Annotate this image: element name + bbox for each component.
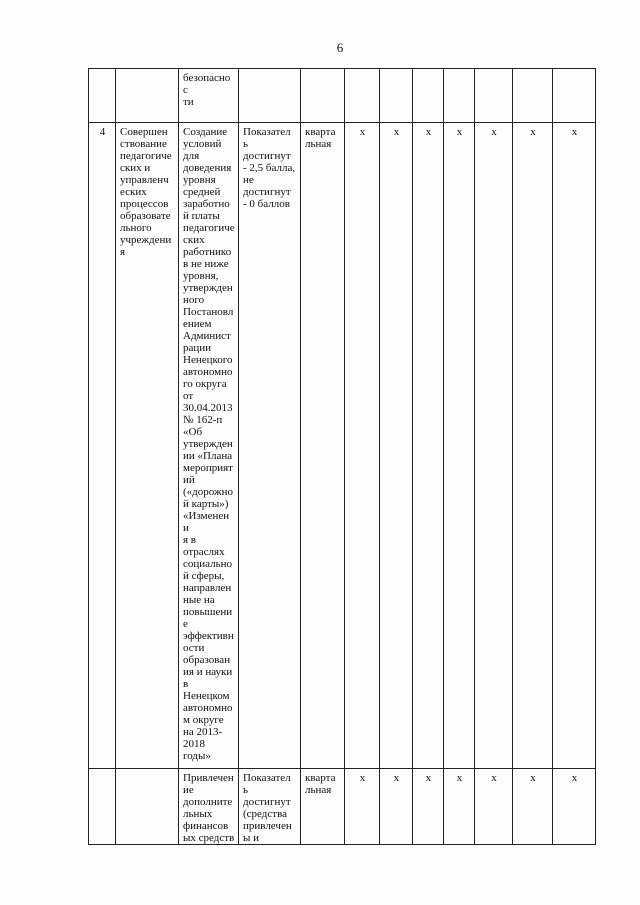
mark-cell (413, 69, 444, 123)
mark-cell: x (475, 123, 513, 769)
mark-cell (345, 69, 380, 123)
row-number-cell (89, 769, 116, 845)
mark-cell: x (380, 123, 413, 769)
mark-cell: x (380, 769, 413, 845)
mark-cell: x (444, 123, 475, 769)
mark-cell: x (513, 123, 553, 769)
mark-cell: x (413, 769, 444, 845)
mark-cell: x (345, 769, 380, 845)
periodicity-cell (301, 69, 345, 123)
mark-cell: x (553, 123, 596, 769)
mark-cell: x (513, 769, 553, 845)
measure-cell: Создание условий для доведения уровня средней заработно й платы педагогиче ских работнико в не ниже уровня, утвержден ного Постановл ением Админист рации Ненецкого автономно го округа от 30.04.2013 № 162-п «Об утвержден ии «Плана мероприят ий («дорожно й карты») «Изменени я в отраслях социально й сферы, направлен ные на повышени е эффективн ости образован ия и науки в Ненецком автономно м округе на 2013- 2018 годы» (179, 123, 239, 769)
periodicity-cell: кварта льная (301, 123, 345, 769)
periodicity-cell: кварта льная (301, 769, 345, 845)
measure-cell: Привлечен ие дополните льных финансов ых средств (179, 769, 239, 845)
mark-cell (475, 69, 513, 123)
indicator-cell: Показател ь достигнут - 2,5 балла, не достигнут - 0 баллов (239, 123, 301, 769)
mark-cell (444, 69, 475, 123)
indicator-cell (239, 69, 301, 123)
row-number-cell: 4 (89, 123, 116, 769)
criteria-table (88, 68, 596, 845)
table-row (89, 69, 596, 123)
row-number-cell (89, 69, 116, 123)
task-cell (116, 769, 179, 845)
mark-cell (513, 69, 553, 123)
mark-cell: x (444, 769, 475, 845)
mark-cell (553, 69, 596, 123)
mark-cell: x (413, 123, 444, 769)
table-row (89, 769, 596, 845)
measure-cell: безопаснос ти (179, 69, 239, 123)
mark-cell: x (553, 769, 596, 845)
task-cell: Совершен ствование педагогиче ских и управленч еских процессов образовате льного учреждени я (116, 123, 179, 769)
page-number: 6 (336, 40, 344, 55)
task-cell (116, 69, 179, 123)
indicator-cell: Показател ь достигнут (средства привлечен ы и (239, 769, 301, 845)
mark-cell: x (345, 123, 380, 769)
table-row (89, 123, 596, 769)
mark-cell: x (475, 769, 513, 845)
mark-cell (380, 69, 413, 123)
